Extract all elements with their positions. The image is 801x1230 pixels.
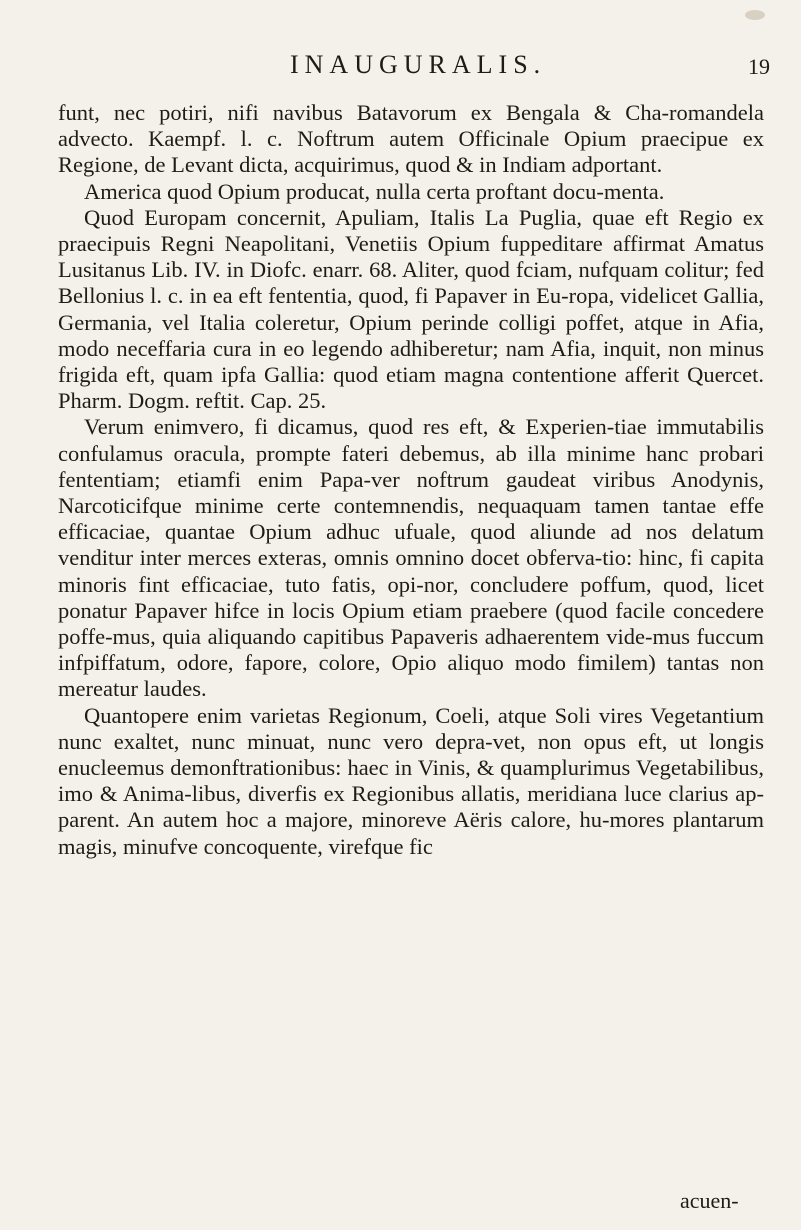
paragraph-5: Quantopere enim varietas Regionum, Coeli, atque Soli vires Vegetantium nunc exaltet, nunc minuat, nunc vero depra-vet, non opus eft, ut longis enucleemus demonftrationibus: haec in Vinis, & quamplurimus Vegetabilibus, imo & Anima-libus, diverfis ex Regionibus allatis, meridiana luce clarius ap-parent. An autem hoc a majore, minoreve Aëris calore, hu-mores plantarum magis, minufve concoquente, virefque fic — [58, 702, 764, 859]
body-text — [58, 100, 764, 860]
page-header — [0, 50, 801, 86]
page-number: 19 — [748, 54, 770, 79]
running-title: INAUGURALIS. — [290, 50, 547, 79]
paragraph-1: funt, nec potiri, nifi navibus Batavorum ex Bengala & Cha-romandela advecto. Kaempf. l. c. Noftrum autem Officinale Opium praecipue ex Regione, de Levant dicta, acquirimus, quod & in Indiam adportant. — [58, 100, 764, 178]
paragraph-2: America quod Opium producat, nulla certa proftant docu-menta. — [84, 178, 665, 204]
paper-stain — [745, 10, 765, 20]
catchword: acuen- — [680, 1188, 739, 1213]
paragraph-3: Quod Europam concernit, Apuliam, Italis La Puglia, quae eft Regio ex praecipuis Regni Neapolitani, Venetiis Opium fuppeditare affirmat Amatus Lusitanus Lib. IV. in Diofc. enarr. 68. Aliter, quod fciam, nufquam colitur; fed Bellonius l. c. in ea eft fententia, quod, fi Papaver in Eu-ropa, videlicet Gallia, Germania, vel Italia coleretur, Opium perinde colligi poffet, atque in Afia, modo neceffaria cura in eo legendo adhiberetur; nam Afia, inquit, non minus frigida eft, quam ipfa Gallia: quod etiam magna contentione afferit Quercet. Pharm. Dogm. reftit. Cap. 25. — [58, 204, 764, 414]
paragraph-4: Verum enimvero, fi dicamus, quod res eft, & Experien-tiae immutabilis confulamus oracula, prompte fateri debemus, ab illa minime hanc probari fententiam; etiamfi enim Papa-ver noftrum gaudeat viribus Anodynis, Narcoticifque minime certe contemnendis, nequaquam tamen tantae effe efficaciae, quantae Opium adhuc ufuale, quod aliunde ad nos delatum venditur inter merces exteras, omnis omnino docet obferva-tio: hinc, fi capita minoris fint efficaciae, tuto fatis, opi-nor, concludere poffum, quod, licet ponatur Papaver hifce in locis Opium etiam praebere (quod facile concedere poffe-mus, quia aliquando capitibus Papaveris adhaerentem vide-mus fuccum infpiffatum, odore, fapore, colore, Opio aliquo modo fimilem) tantas non mereatur laudes. — [58, 414, 764, 702]
